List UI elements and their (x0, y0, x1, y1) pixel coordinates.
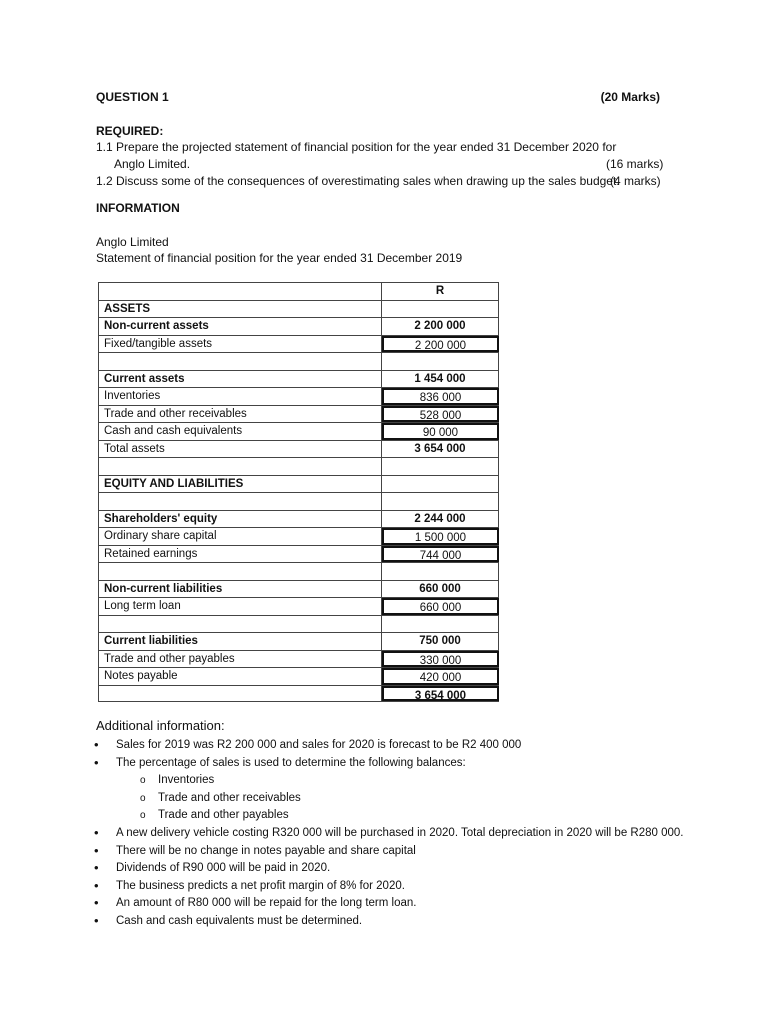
requirement-1-marks: (16 marks) (606, 157, 664, 171)
table-row: Shareholders' equity 2 244 000 (98, 510, 499, 528)
table-row (98, 615, 499, 633)
table-row: Trade and other receivables 528 000 (98, 405, 499, 423)
sub-list-item: o Inventories (92, 773, 683, 791)
list-item: • The business predicts a net profit margin of 8% for 2020. (92, 879, 683, 897)
requirement-2: 1.2 Discuss some of the consequences of overestimating sales when drawing up the sales budget. (96, 174, 620, 188)
requirement-2-marks: (4 marks) (610, 174, 661, 188)
table-row: Retained earnings 744 000 (98, 545, 499, 563)
currency-header: R (382, 283, 499, 300)
question-header (96, 90, 660, 104)
table-row: Inventories 836 000 (98, 387, 499, 405)
additional-info-heading: Additional information: (96, 718, 225, 733)
table-row (98, 457, 499, 475)
sub-list-item: o Trade and other receivables (92, 791, 683, 809)
information-heading: INFORMATION (96, 201, 180, 215)
table-row: Current liabilities 750 000 (98, 632, 499, 650)
list-item: • The percentage of sales is used to determine the following balances: (92, 756, 683, 774)
statement-title: Statement of financial position for the year ended 31 December 2019 (96, 251, 463, 265)
table-row: Current assets 1 454 000 (98, 370, 499, 388)
list-item: • An amount of R80 000 will be repaid for the long term loan. (92, 896, 683, 914)
company-name: Anglo Limited (96, 235, 169, 249)
table-row (98, 562, 499, 580)
financial-position-table (98, 282, 499, 702)
table-row: Notes payable 420 000 (98, 667, 499, 685)
list-item: • Cash and cash equivalents must be determined. (92, 914, 683, 932)
table-row: Long term loan 660 000 (98, 597, 499, 615)
list-item: • There will be no change in notes payable and share capital (92, 844, 683, 862)
sub-list-item: o Trade and other payables (92, 808, 683, 826)
table-row: Ordinary share capital 1 500 000 (98, 527, 499, 545)
table-row: Total assets 3 654 000 (98, 440, 499, 458)
required-heading: REQUIRED: (96, 124, 164, 138)
table-row: 3 654 000 (98, 685, 499, 703)
table-row: ASSETS (98, 300, 499, 318)
list-item: • Sales for 2019 was R2 200 000 and sales for 2020 is forecast to be R2 400 000 (92, 738, 683, 756)
table-row: Non-current liabilities 660 000 (98, 580, 499, 598)
table-header-row (98, 282, 499, 300)
table-row: Cash and cash equivalents 90 000 (98, 422, 499, 440)
requirement-1-line-2: Anglo Limited. (114, 157, 191, 171)
question-title: QUESTION 1 (96, 90, 169, 104)
table-row: Non-current assets 2 200 000 (98, 317, 499, 335)
list-item: • Dividends of R90 000 will be paid in 2020. (92, 861, 683, 879)
additional-info-list (92, 738, 683, 932)
requirement-1-line-1: 1.1 Prepare the projected statement of financial position for the year ended 31 December 2020 for (96, 140, 617, 154)
table-row (98, 492, 499, 510)
table-row: EQUITY AND LIABILITIES (98, 475, 499, 493)
table-row: Trade and other payables 330 000 (98, 650, 499, 668)
table-row: Fixed/tangible assets 2 200 000 (98, 335, 499, 353)
table-row (98, 352, 499, 370)
question-marks: (20 Marks) (600, 90, 660, 104)
list-item: • A new delivery vehicle costing R320 000 will be purchased in 2020. Total depreciation in 2020 will be R280 000. (92, 826, 683, 844)
